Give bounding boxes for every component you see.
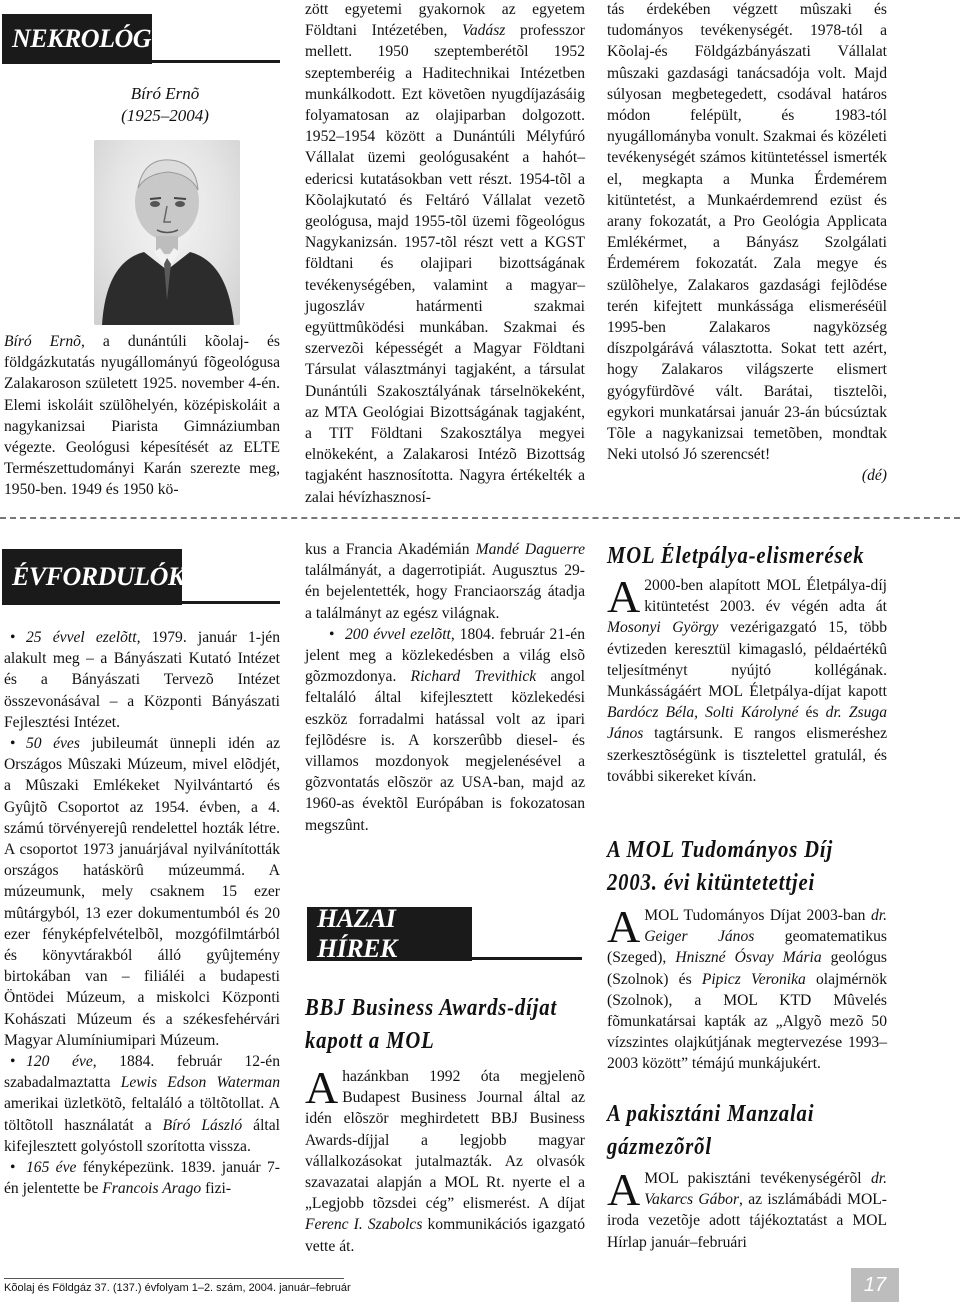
anniversary-3-text-a: , 1884. február 12-én szabadalmaztatta	[4, 1053, 280, 1092]
anniversary-4-text-b: fizi-	[201, 1180, 232, 1198]
eletpalya-text-d: tagtársunk. E rangos elismeréshez szerkesztõségünk is tisztelettel gratulál, és további sikereket kíván.	[607, 725, 887, 785]
anniversary-item: • 165 éve fényképezünk. 1839. január 7-én jelentette be Francois Arago fizi-	[4, 1159, 280, 1198]
anniversary-3-text-b: amerikai üzletkötõ, feltaláló a töltõtollat. A töltõtoll használatát a	[4, 1095, 280, 1134]
anniversary-item: • 200 évvel ezelõtt, 1804. február 21-én jelent meg a közlekedésben a világ elsõ gõzmozdonya. Richard Trevithick angol feltaláló által kifejlesztett közlekedési eszköz forradalmi hatással volt az ipari fejlõdésre is. A korszerûbb diesel- és villamos mozdonyok megjelenésével a gõzvontatás elõször az USA-ban, majd az 1960-as évektõl Európában is fokozatosan megszûnt.	[305, 625, 585, 834]
anniversary-1-lead: 25 évvel ezelõtt,	[26, 629, 141, 646]
obituary-col2-vadasz: Vadász	[462, 22, 506, 40]
page-number-text: 17	[863, 1273, 887, 1296]
obituary-col2-a: zött egyetemi gyakornok az egyetem Földtani Intézetében,	[305, 1, 585, 40]
section-divider	[0, 517, 960, 519]
bbj-headline-line2: kapott a MOL	[305, 1028, 435, 1054]
manzalai-headline-line1: A pakisztáni Manzalai	[607, 1101, 815, 1127]
bbj-headline-line1: BBJ Business Awards-díjat	[305, 995, 558, 1021]
manzalai-text-b: , az iszlámábádi MOL-iroda vezetõje adott tájékoztatást a MOL Hírlap január–februári	[607, 1191, 887, 1251]
anniversary-5-text-a: , 1804. február 21-én jelent meg a közlekedésben a világ elsõ gõzmozdonya.	[305, 625, 585, 686]
manzalai-dropcap: A	[607, 1164, 641, 1215]
anniversary-4-text-a: fényképezünk. 1839. január 7-én jelentette be	[4, 1159, 280, 1198]
anniversary-3-lead: 120 éve	[26, 1053, 93, 1071]
anniversary-item: • 50 éves jubileumát ünnepli idén az Országos Mûszaki Múzeum, mivel elõdjét, a Mûszaki Emlékeket Nyilvántartó és Gyûjtõ Csoportot az 1954. évben, a 4. számú törvényerejû rendelettel hozták létre. A csoportot 1973 januárjával nyilvánították országos hatáskörû múzeummá. A múzeumunk, mely csaknem 15 ezer mûtárgyból, 13 ezer dokumentumból és 20 ezer fényképfelvételbõl, mozgófilmtárból és könyvtárakból álló gyûjtemény birtokában van – filiáléi a budapesti Öntödei Múzeum, a miskolci Központi Kohászati Múzeum és a székesfehérvári Magyar Alumíniumipari Múzeum.	[4, 735, 281, 1049]
anniversary-4-name: Francois Arago	[102, 1180, 202, 1198]
footer-journal-text: Kõolaj és Földgáz 37. (137.) évfolyam 1–2. szám, 2004. január–február	[4, 1282, 351, 1294]
bbj-text-name: Ferenc I. Szabolcs	[305, 1216, 423, 1234]
bbj-text-b: kommunikációs igazgató vette át.	[305, 1216, 585, 1255]
anniversary-3-text-c: által kifejlesztett golyóstoll szorította vissza.	[4, 1116, 280, 1155]
bbj-text-a: hazánkban 1992 óta megjelenõ Budapest Business Journal által az idén elõször meghirdetett BBJ Business Awards-díjjal a legjobb magyar vállalkozásokat jutalmazták. Az olvasók szavazatai alapján a MOL Rt. nyerte el a „Legjobb tõzsdei cég” elismerést. A díjat	[305, 1068, 585, 1213]
tudomanyos-headline-line1: A MOL Tudományos Díj	[607, 837, 834, 863]
manzalai-name1: dr. Vakarcs Gábor	[644, 1170, 887, 1209]
anniversaries-col2	[305, 539, 585, 836]
eletpalya-name2: Bardócz Béla, Solti Károlyné	[607, 704, 799, 722]
eletpalya-article	[607, 571, 887, 787]
footer-page-number	[851, 1268, 899, 1302]
eletpalya-text-b: vezérigazgató 15, több évtizeden keresztül kimagasló, példaértékû teljesítményt nyújtó kollégának. Munkásságáért MOL Életpálya-díjat kapott	[607, 619, 887, 701]
nekrolog-title: NEKROLÓG	[12, 24, 152, 53]
anniversary-item: • 120 éve, 1884. február 12-én szabadalmaztatta Lewis Edson Waterman amerikai üzletkötõ, feltaláló a töltõtollat. A töltõtoll használatát a Bíró László által kifejlesztett golyóstoll szorította vissza.	[4, 1053, 280, 1155]
tudomanyos-text-b: geomatematikus (Szeged),	[607, 928, 887, 967]
tudomanyos-headline-line2: 2003. évi kitüntetettjei	[607, 870, 816, 896]
tudomanyos-dropcap: A	[607, 901, 641, 952]
tudomanyos-headline	[607, 834, 833, 900]
obituary-col3-text: tás érdekében végzett mûszaki és tudományos tevékenységét. 1978-tól a Kõolaj-és Földgázbányászati Vállalat mûszaki gazdasági tanácsadója volt. Majd súlyosan megbetegedett, csodával határos módon felépült, és 1983-tól nyugállományba vonult. Szakmai és közéleti tevékenységét számos kitüntetéssel ismerték el, megkapta a Munka Érdemérem kitüntetést, a Munkaérdemrend ezüst és arany fokozatát, a Pro Geológia Applicata Emlékérmet, a Bányász Szolgálati Érdemérem fokozatát. Zala megye és szülõhelye, Zalakaros gazdasági fejlõdése terén kifejtett munkássága elismeréséül 1995-ben Zalakaros nagyközség díszpolgárává választotta. Sokat tett azért, hogy Zalakaros világszerte elismert gyógyfürdõvé vált. Barátai, tisztelõi, egykori munkatársai január 23-án búcsúztak Tõle a nagykanizsai temetõben, mondtak Neki utolsó Jó szerencsét!	[607, 1, 887, 464]
obituary-lead-text: , a dunántúli kõolaj- és földgázkutatás nyugállományú fõgeológusa Zalakaroson született 1925. november 4-én. Elemi iskoláit szülõhelyén, középiskoláit a nagykanizsai Piarista Gimnáziumban végezte. Geológusi képesítését az ELTE Természettudományi Karán szerezte meg, 1950-ben. 1949 és 1950 kö-	[4, 333, 280, 499]
anniversary-4-cont-name: Mandé Daguerre	[475, 541, 585, 558]
manzalai-text-a: MOL pakisztáni tevékenységérõl	[644, 1170, 871, 1187]
eletpalya-name3: dr. Zsuga János	[607, 704, 887, 743]
obituary-signature: (dé)	[861, 467, 887, 485]
anniversary-5-lead: 200 évvel ezelõtt	[345, 625, 451, 643]
anniversary-4-lead: 165 éve	[26, 1159, 77, 1177]
tudomanyos-text-c: geológus (Szolnok) és	[607, 949, 887, 988]
anniversary-2-text: jubileumát ünnepli idén az Országos Mûszaki Múzeum, mivel elõdjét, a Mûszaki Emlékeket Nyilvántartó és Gyûjtõ Csoportot az 1954. évben, a 4. számú törvényerejû rendelettel hozták létre. A csoportot 1973 januárjával nyilvánították országos hatáskörû múzeummá. A múzeumunk, mely csaknem 15 ezer mûtárgyból, 13 ezer dokumentumból és 20 ezer fényképfelvételbõl, mozgófilmtárból és könyvtárakból álló gyûjtemény birtokában van – filiáléi a budapesti Öntödei Múzeum, a miskolci Központi Kohászati Múzeum és a székesfehérvári Magyar Alumíniumipari Múzeum.	[4, 735, 281, 1049]
eletpalya-headline-text: MOL Életpálya-elismerések	[607, 543, 865, 569]
portrait-drawing	[94, 140, 240, 325]
anniversary-4-cont-a: kus a Francia Akadémián	[305, 541, 476, 558]
tudomanyos-text-d: olajmérnök (Szolnok), a MOL KTD Mûvelés fõmunkatársai kapták az „Algyõ mezõ 50 vízszintes olajkútjának megtervezése 1993–2003 között” témájú munkájukért.	[607, 970, 887, 1073]
nekrolog-header-rule	[150, 60, 280, 63]
footer-journal-info	[4, 1278, 351, 1294]
anniversary-5-text-b: angol feltaláló által kifejlesztett közlekedési eszköz forradalmi hatással volt az ipari fejlõdésre is. A korszerûbb diesel- és villamos mozdonyok megjelenésével a gõzvontatás elõször az USA-ban, majd az 1960-as évektõl Európában is fokozatosan megszûnt.	[305, 668, 585, 834]
eletpalya-text-a: 2000-ben alapított MOL Életpálya-díj kitüntetést 2003. év végén adta át	[644, 577, 887, 616]
tudomanyos-text-a: MOL Tudományos Díjat 2003-ban	[644, 907, 871, 924]
obituary-name	[70, 83, 260, 127]
tudomanyos-name1: dr. Geiger János	[644, 907, 887, 946]
eletpalya-headline	[607, 540, 864, 573]
tudomanyos-article	[607, 901, 887, 1075]
eletpalya-name1: Mosonyi György	[607, 619, 719, 637]
bbj-headline	[305, 992, 557, 1058]
obituary-years: (1925–2004)	[121, 106, 209, 125]
tudomanyos-name2: Hniszné Ósvay Mária	[675, 949, 822, 967]
anniversaries-col1	[4, 627, 280, 1199]
obituary-col3	[607, 0, 887, 487]
portrait-photo	[94, 140, 240, 325]
manzalai-headline-line2: gázmezõrõl	[607, 1134, 712, 1160]
eletpalya-text-c: és	[798, 704, 826, 722]
tudomanyos-name3: Pipicz Veronika	[701, 970, 806, 988]
hazai-hirek-section-header	[307, 904, 472, 963]
bbj-dropcap: A	[305, 1062, 339, 1113]
manzalai-headline	[607, 1098, 814, 1164]
nekrolog-section-header	[2, 14, 152, 64]
obituary-col2-b: professzor mellett. 1950 szeptemberétõl 1952 szeptemberéig a Haditechnikai Intézetben munkálkodott. Ezt követõen nyugdíjazásáig folyamatosan az olajiparban dolgozott. 1952–1954 között a Dunántúli Mélyfúró Vállalat üzemi geológusaként a hahót–edericsi kutatásokban vett részt. 1954-tõl a Kõolajkutató és Feltáró Vállalat vezetõ geológusa, majd 1955-tõl üzemi fõgeológus Nagykanizsán. 1957-tõl részt vett a KGST földtani és olajipari bizottságának tevékenységében, valamint a magyar–jugoszláv határmenti szakmai együttmûködési munkában. Szakmai és szervezõi képességét a Magyar Földtani Társulat választmányi tagjaként, a társulat Dunántúli Szakosztályának társelnökeként, az MTA Geológiai Bizottságának tagjaként, a TIT Földtani Szakosztálya megyei elnökeként, a Zalakarosi Intézõ Bizottság tagjaként hasznosította. Nagyra értékelték a zalai hévízhasznosí-	[305, 22, 585, 506]
obituary-col1	[4, 331, 280, 501]
anniversary-4-cont-b: találmányát, a dagerrotipiát. Augusztus 29-én bejelentették, hogy Franciaország átadja a találmányt az egész világnak.	[305, 562, 585, 622]
hazai-hirek-title: HAZAI HÍREK	[317, 904, 397, 963]
anniversary-1-text: 1979. január 1-jén alakult meg – a Bányászati Kutató Intézet és a Bányászati Tervezõ Intézet összevonásával – a Központi Bányászati Fejlesztési Intézet.	[4, 629, 280, 731]
evfordulok-title: ÉVFORDULÓK	[12, 562, 185, 591]
evfordulok-header-rule	[180, 601, 280, 604]
hazai-hirek-header-rule	[472, 957, 582, 960]
anniversary-item: • 25 évvel ezelõtt, 1979. január 1-jén alakult meg – a Bányászati Kutató Intézet és a Bányászati Tervezõ Intézet összevonásával – a Központi Bányászati Fejlesztési Intézet.	[4, 629, 280, 731]
evfordulok-section-header	[2, 549, 185, 605]
anniversary-3-name2: Bíró László	[162, 1116, 243, 1134]
obituary-person-name: Bíró Ernõ	[130, 84, 200, 103]
anniversary-3-name: Lewis Edson Waterman	[120, 1074, 280, 1092]
anniversary-2-lead: 50 éves	[26, 735, 80, 753]
obituary-lead-name: Bíró Ernõ	[4, 333, 81, 350]
eletpalya-dropcap: A	[607, 571, 641, 622]
bbj-article	[305, 1062, 585, 1257]
manzalai-article	[607, 1164, 887, 1253]
anniversary-5-name: Richard Trevithick	[410, 668, 537, 686]
obituary-col2	[305, 0, 585, 508]
